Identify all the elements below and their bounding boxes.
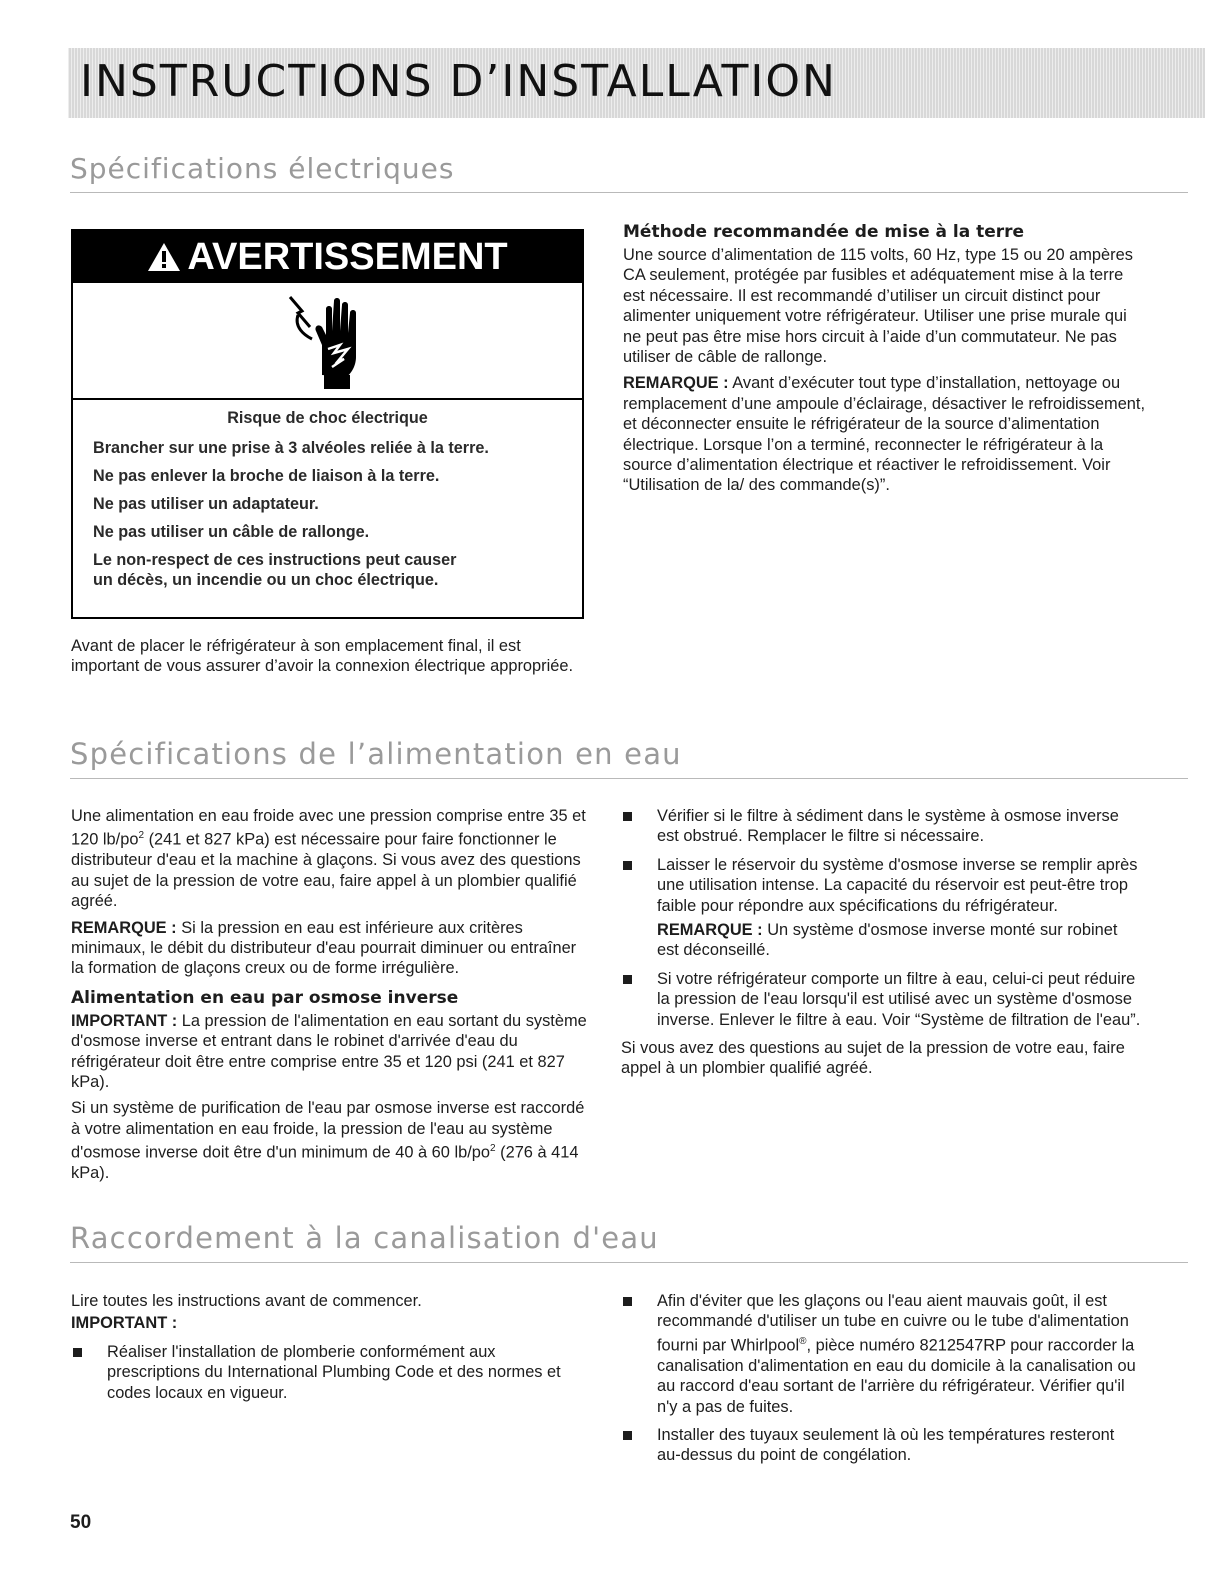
- water-note: [71, 918, 591, 979]
- electrical-intro: Avant de placer le réfrigérateur à son emplacement final, il est important de vous assurer d’avoir la connexion électrique appropriée.: [71, 637, 574, 676]
- section-divider: [70, 1262, 1188, 1263]
- water-line-intro: Lire toutes les instructions avant de commencer.: [71, 1292, 422, 1310]
- note-body: Avant d’exécuter tout type d’installation, nettoyage ou remplacement d’une ampoule d’éclairage, désactiver le refroidissement, et déconnecter ensuite le réfrigérateur de la source d’alimentation électrique. Lorsque l’on a terminé, reconnecter le réfrigérateur à la source d’alimentation électrique et réactiver le refroidissement. Voir “Utilisation de la/ des commande(s)”.: [623, 374, 1146, 495]
- water-pressure-paragraph: [71, 806, 591, 912]
- superscript: 2: [490, 1143, 496, 1155]
- text-run: Une alimentation en eau froide avec une pression comprise entre 35 et 120 lb/po: [71, 807, 586, 849]
- warning-header: [73, 231, 582, 283]
- warning-header-label: AVERTISSEMENT: [187, 236, 508, 278]
- text-run: (276 à 414 kPa).: [71, 1143, 579, 1183]
- section-title-electrical: Spécifications électriques: [70, 152, 455, 185]
- tubing-bullet-list: [621, 1291, 1141, 1466]
- header-banner: [68, 48, 1205, 118]
- section-divider: [70, 192, 1188, 193]
- water-closing: Si vous avez des questions au sujet de la pression de votre eau, faire appel à un plombier qualifié agréé.: [621, 1039, 1125, 1078]
- grounding-body: Une source d’alimentation de 115 volts, 60 Hz, type 15 ou 20 ampères CA seulement, protégée par fusibles et adéquatement mise à la terre est nécessaire. Il est recommandé d’utiliser un circuit distinct pour alimenter uniquement votre réfrigérateur. Utiliser une prise murale qui ne peut pas être mise hors circuit à l’aide d’un commutateur. Ne pas utiliser de câble de rallonge.: [623, 246, 1133, 367]
- warning-risk-title: Risque de choc électrique: [227, 409, 428, 427]
- electrical-intro-block: [71, 636, 576, 683]
- grounding-note: [623, 373, 1148, 495]
- warning-line: Ne pas utiliser un câble de rallonge.: [93, 523, 370, 541]
- note-body: Si la pression en eau est inférieure aux critères minimaux, le débit du distributeur d'eau pourrait diminuer ou entraîner la formation de glaçons creux ou de forme irrégulière.: [71, 918, 577, 978]
- important-body: La pression de l'alimentation en eau sortant du système d'osmose inverse et entrant dans le robinet d'arrivée d'eau du réfrigérateur doit être entre comprise entre 35 et 120 psi (241 et 827 kPa).: [71, 1011, 587, 1091]
- text-run: Si un système de purification de l'eau par osmose inverse est raccordé à votre alimentation en eau froide, la pression de l'eau au système d'osmose inverse doit être d'un minimum de 40 à 60 lb/po: [71, 1099, 585, 1162]
- warning-triangle-icon: [147, 231, 181, 283]
- warning-line: Ne pas enlever la broche de liaison à la terre.: [93, 467, 440, 485]
- superscript: 2: [138, 830, 145, 842]
- list-item: [621, 1291, 1141, 1417]
- ro-heading: Alimentation en eau par osmose inverse: [71, 987, 459, 1008]
- list-item: Si votre réfrigérateur comporte un filtre à eau, celui-ci peut réduire la pression de l'eau lorsqu'il est utilisé avec un système d'osmose inverse. Enlever le filtre à eau. Voir “Système de filtration de l'eau”.: [621, 969, 1141, 1030]
- page-title: INSTRUCTIONS D’INSTALLATION: [80, 56, 837, 107]
- plumbing-bullet-list: [71, 1342, 591, 1403]
- list-item: Réaliser l'installation de plomberie conformément aux prescriptions du International Plumbing Code et des normes et codes locaux en vigueur.: [71, 1342, 591, 1403]
- water-supply-left-column: [71, 806, 591, 1189]
- warning-line: Brancher sur une prise à 3 alvéoles reliée à la terre.: [93, 439, 489, 457]
- ro-bullet-list-2: [621, 969, 1141, 1030]
- warning-consequence-1: Le non-respect de ces instructions peut causer: [93, 551, 457, 569]
- grounding-block: [623, 221, 1148, 502]
- note-label: REMARQUE :: [657, 921, 763, 940]
- electric-shock-hand-icon: [73, 283, 582, 400]
- section-divider: [70, 778, 1188, 779]
- bullet-note: [621, 920, 1141, 961]
- grounding-heading: Méthode recommandée de mise à la terre: [623, 222, 1025, 242]
- ro-important: [71, 1011, 591, 1093]
- text-run: Afin d'éviter que les glaçons ou l'eau aient mauvais goût, il est recommandé d'utiliser un tube en cuivre ou le tube d'alimentation fourni par Whirlpool: [657, 1292, 1129, 1355]
- registered-mark: ®: [799, 1335, 807, 1347]
- section-title-water-supply: Spécifications de l’alimentation en eau: [70, 737, 682, 771]
- note-body: Un système d'osmose inverse monté sur robinet est déconseillé.: [657, 921, 1118, 960]
- warning-consequence: [93, 550, 582, 590]
- ro-paragraph: [71, 1098, 591, 1183]
- warning-line: Ne pas utiliser un adaptateur.: [93, 495, 319, 513]
- warning-box: [71, 229, 584, 619]
- water-line-left-column: [71, 1291, 591, 1411]
- water-line-right-column: [621, 1291, 1141, 1474]
- ro-bullet-list: [621, 806, 1141, 916]
- text-run: , pièce numéro 8212547RP pour raccorder la canalisation d'alimentation en eau du domicile à la canalisation ou au raccord d'eau sortant de l'arrière du réfrigérateur. Vérifier qu'il n'y a pas de fuites.: [657, 1336, 1136, 1416]
- text-run: (241 et 827 kPa) est nécessaire pour faire fonctionner le distributeur d'eau et la machine à glaçons. Si vous avez des questions au sujet de la pression de votre eau, faire appel à un plombier qualifié agréé.: [71, 830, 581, 911]
- warning-consequence-2: un décès, un incendie ou un choc électrique.: [93, 571, 439, 589]
- list-item: Vérifier si le filtre à sédiment dans le système à osmose inverse est obstrué. Remplacer le filtre si nécessaire.: [621, 806, 1141, 847]
- note-label: REMARQUE :: [71, 918, 177, 937]
- list-item: Laisser le réservoir du système d'osmose inverse se remplir après une utilisation intense. La capacité du réservoir est peut-être trop faible pour répondre aux spécifications du réfrigérateur.: [621, 855, 1141, 916]
- warning-text: [73, 400, 582, 590]
- important-label: IMPORTANT :: [71, 1314, 178, 1333]
- water-supply-right-column: [621, 806, 1141, 1085]
- note-label: REMARQUE :: [623, 374, 729, 393]
- page-number: 50: [70, 1512, 92, 1533]
- section-title-water-line: Raccordement à la canalisation d'eau: [70, 1221, 659, 1255]
- list-item: Installer des tuyaux seulement là où les températures resteront au-dessus du point de congélation.: [621, 1425, 1141, 1466]
- important-label: IMPORTANT :: [71, 1011, 178, 1030]
